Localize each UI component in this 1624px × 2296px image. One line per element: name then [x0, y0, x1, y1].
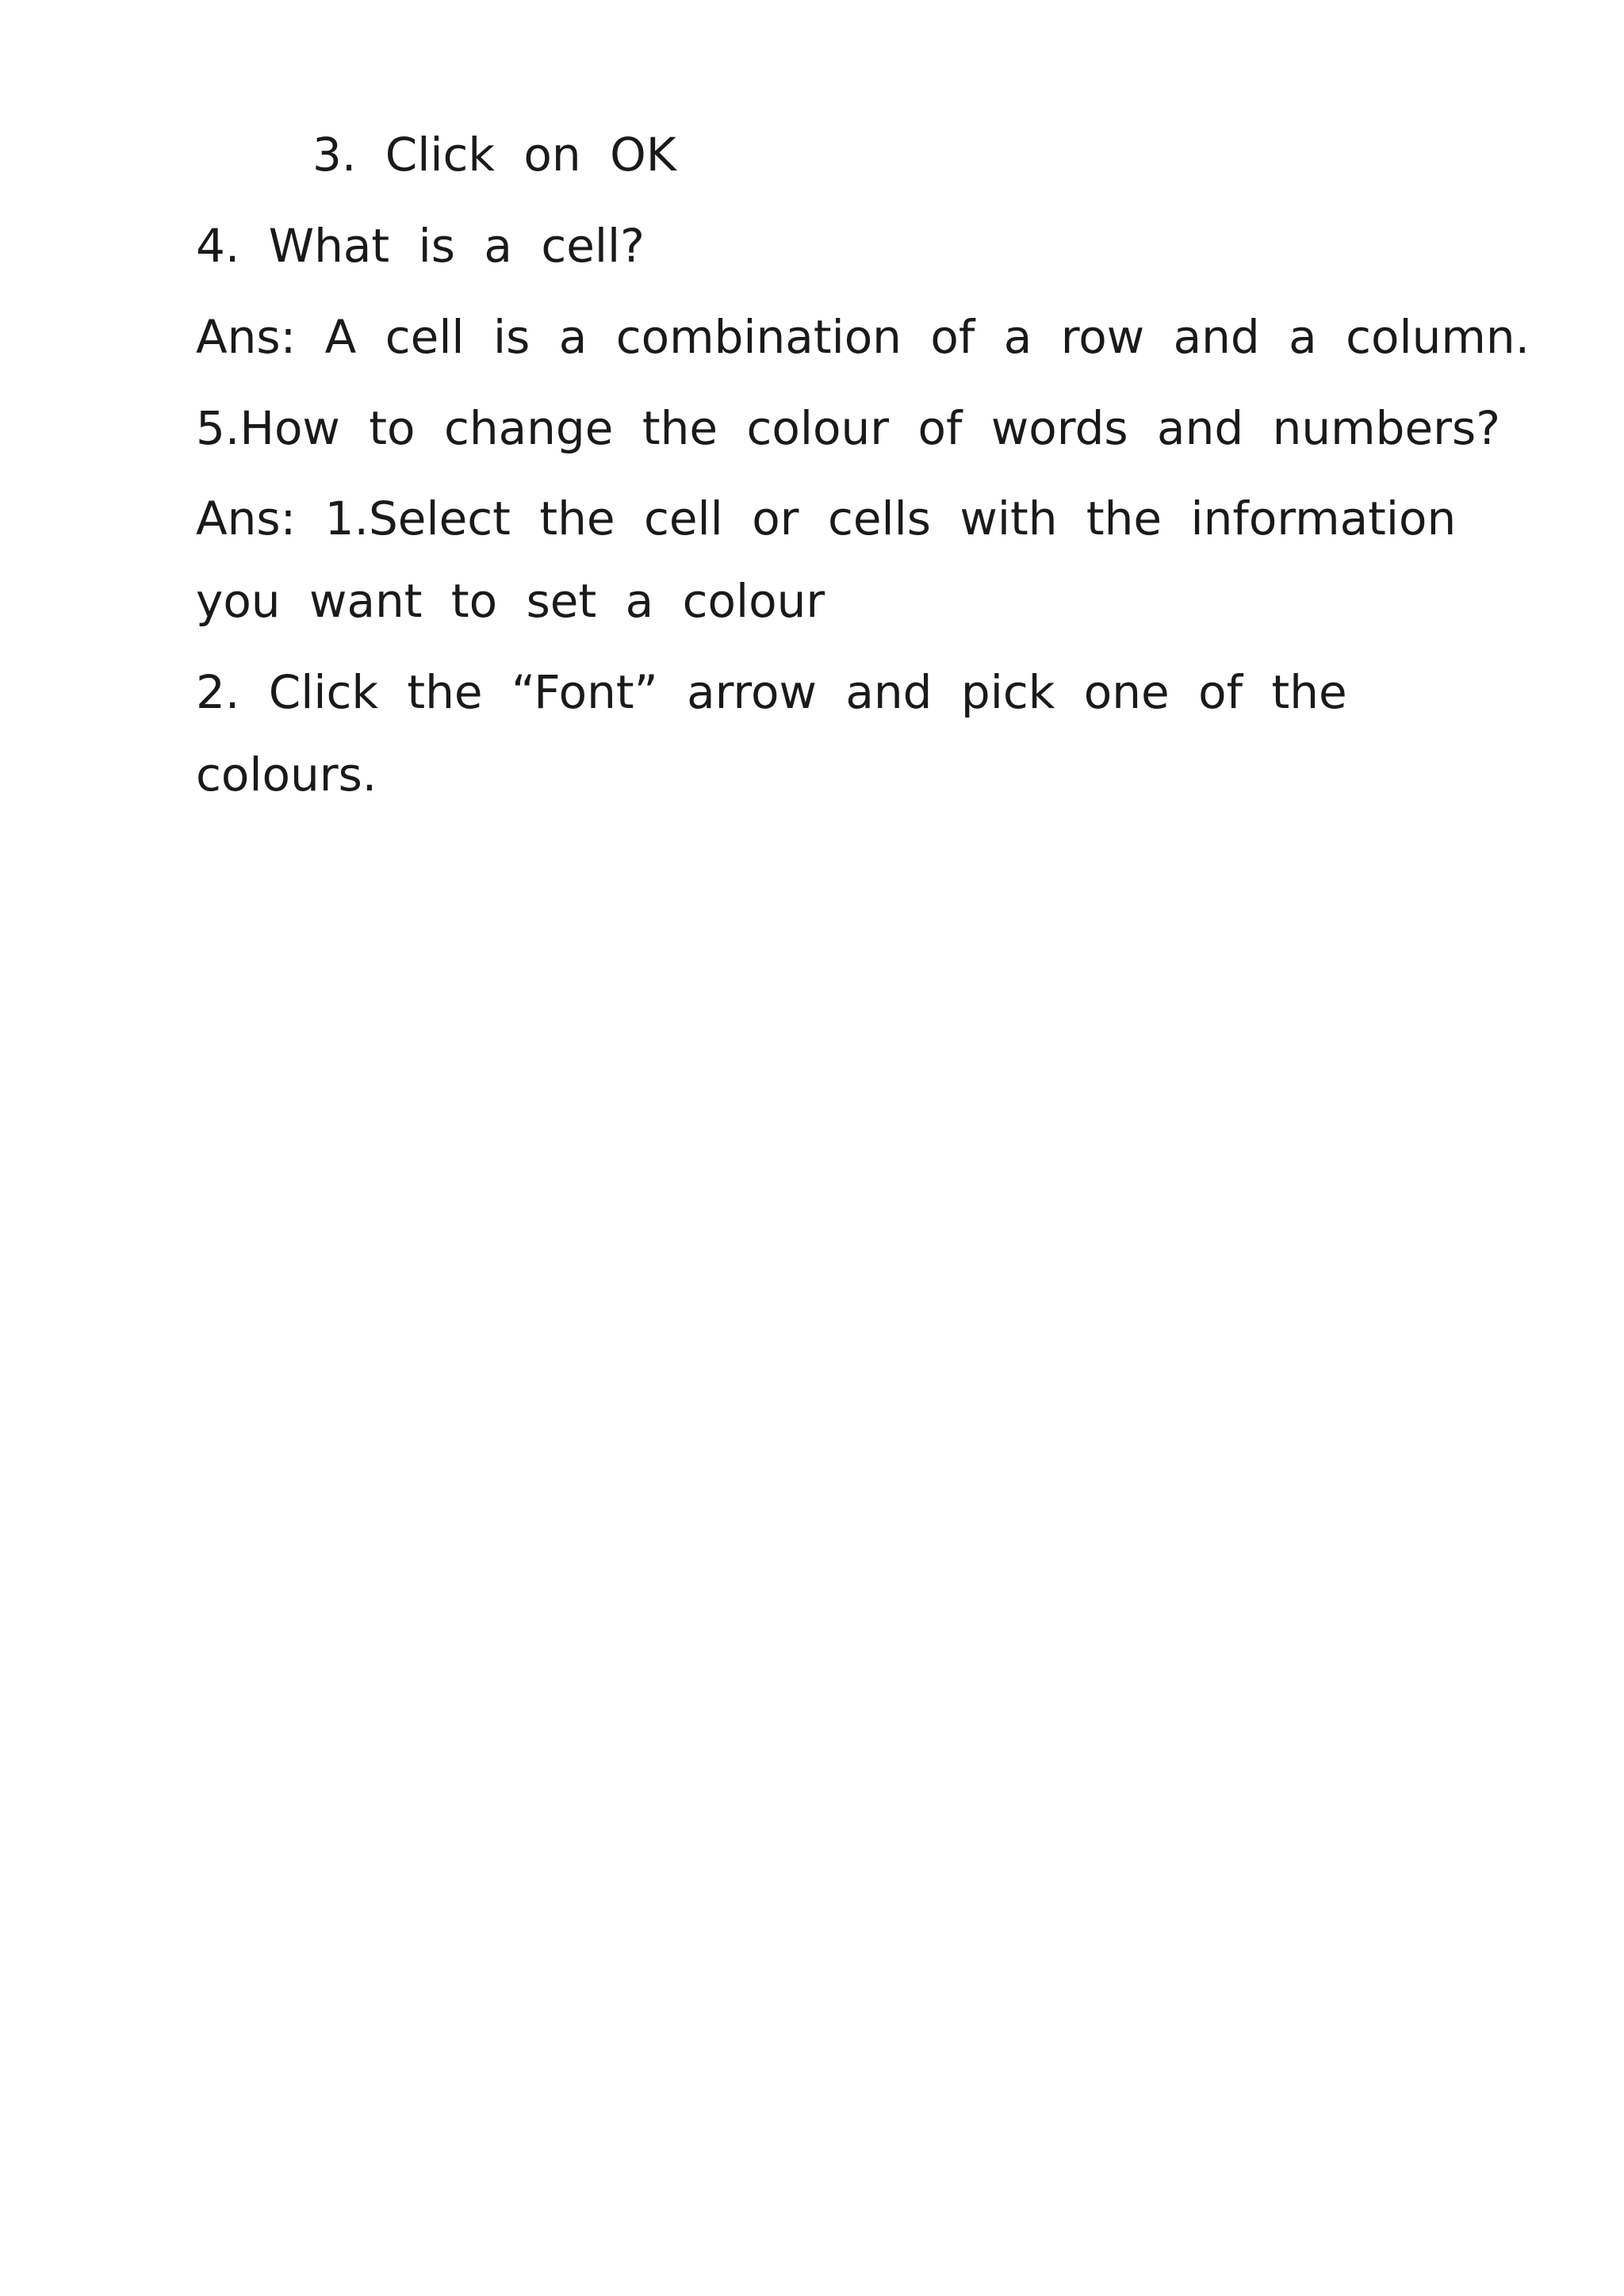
answer-5-step-1: Ans: 1.Select the cell or cells with the information: [196, 492, 1457, 545]
answer-5-step-2: 2. Click the “Font” arrow and pick one of the: [196, 665, 1347, 719]
question-5: 5.How to change the colour of words and numbers?: [196, 401, 1500, 455]
question-4: 4. What is a cell?: [196, 219, 645, 273]
answer-5-step-2-continued: colours.: [196, 748, 377, 802]
answer-5-step-1-continued: you want to set a colour: [196, 574, 825, 628]
answer-4: Ans: A cell is a combination of a row and a column.: [196, 310, 1530, 364]
step-3-click-ok: 3. Click on OK: [312, 128, 676, 182]
